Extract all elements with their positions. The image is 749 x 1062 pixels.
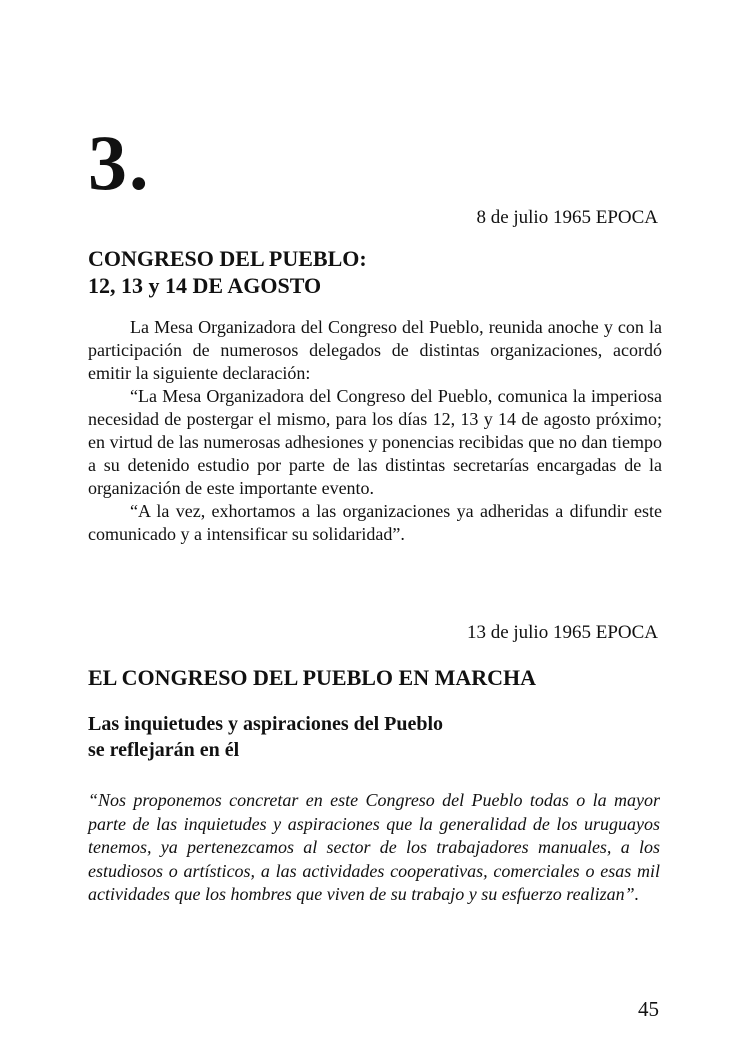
article2-subtitle	[88, 711, 443, 763]
page-number: 45	[638, 997, 659, 1021]
article2-quote	[88, 789, 660, 907]
article1-title-line2: 12, 13 y 14 DE AGOSTO	[88, 273, 322, 298]
article2-title: EL CONGRESO DEL PUEBLO EN MARCHA	[88, 665, 537, 690]
article1-paragraph: La Mesa Organizadora del Congreso del Pueblo, reunida anoche y con la participación de numerosos delegados de distintas organizaciones, acordó emitir la siguiente declaración:	[88, 317, 662, 383]
article1-paragraph: “La Mesa Organizadora del Congreso del Pueblo, comunica la imperiosa necesidad de postergar el mismo, para los días 12, 13 y 14 de agosto próximo; en virtud de las numerosas adhesiones y ponencias recibidas que no dan tiempo a su detenido estudio por parte de las distintas secretarías encargadas de la organización de este importante evento.	[88, 386, 662, 498]
article2-subtitle-line1: Las inquietudes y aspiraciones del Pueblo	[88, 713, 444, 735]
article1-paragraph: “A la vez, exhortamos a las organizaciones ya adheridas a difundir este comunicado y a intensificar su solidaridad”.	[88, 501, 662, 544]
article1-body	[88, 316, 662, 546]
article2-quote-text: “Nos proponemos concretar en este Congreso del Pueblo todas o la mayor parte de las inquietudes y aspiraciones que la generalidad de los uruguayos tenemos, ya pertenezcamos al sector de los trabajadores manuales, a los estudiosos o artísticos, a las actividades cooperativas, comerciales o esas mil actividades que los hombres que viven de su trabajo y su esfuerzo realizan”.	[88, 790, 660, 904]
article1-title-line1: CONGRESO DEL PUEBLO:	[88, 246, 367, 271]
article2-subtitle-line2: se reflejarán en él	[88, 739, 240, 761]
article1-dateline: 8 de julio 1965 EPOCA	[476, 207, 658, 228]
chapter-number: 3.	[88, 119, 151, 206]
article1-title	[88, 245, 367, 299]
article2-dateline: 13 de julio 1965 EPOCA	[466, 622, 658, 643]
